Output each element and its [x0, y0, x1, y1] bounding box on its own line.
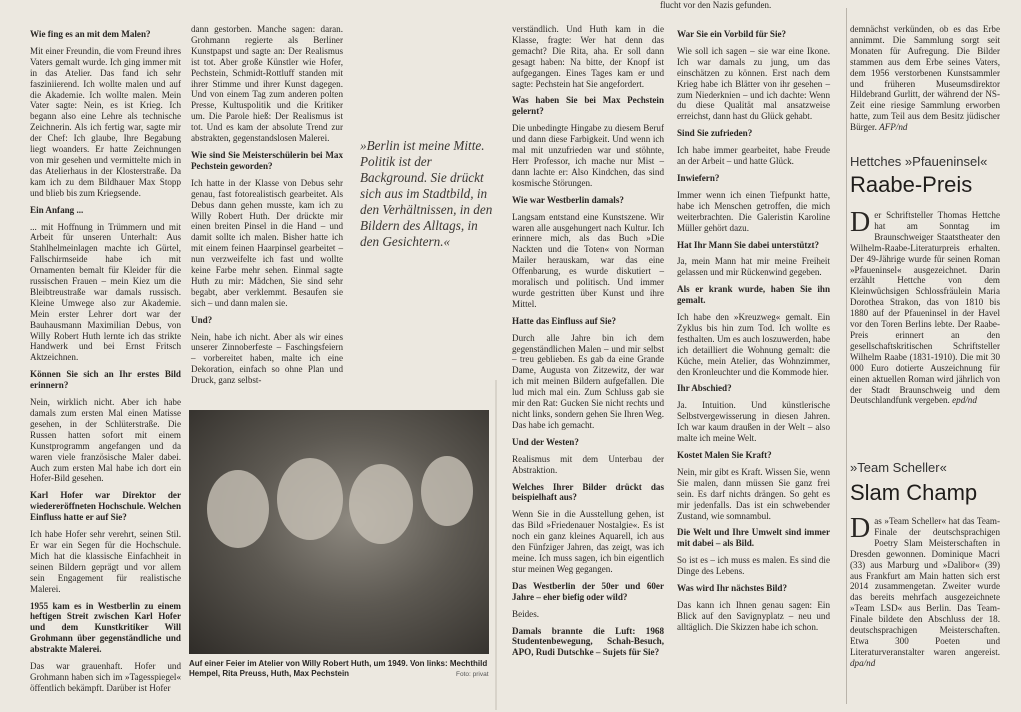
- interview-question: Damals brannte die Luft: 1968 Studentenbewegung, Schah-Besuch, APO, Rudi Dutschke – Sujets für Sie?: [512, 625, 664, 658]
- interview-question: Als er krank wurde, haben Sie ihn gemalt.: [677, 284, 830, 306]
- interview-question: Wie war Westberlin damals?: [512, 194, 624, 205]
- story2-signature: dpa/nd: [850, 657, 876, 668]
- interview-answer: Ich hatte in der Klasse von Debus sehr genau, fast fotorealistisch gearbeitet. Als Debus dann gehen musste, kam ich zu Willy Robert Huth. Der drückte mir einen breiten Pinsel in die Hand – und damit sollte ich malen. Bisher hatte ich mit einem feinen Haarpinsel gearbeitet – nun verzweifelte ich fast und wollte keine Farbe mehr sehen. Einmal sagte Huth zu mir: Mädchen, Sie sind sehr begabt, aber verklemmt. Besaufen sie sich – und dann malen sie.: [191, 177, 343, 308]
- interview-answer: Wie soll ich sagen – sie war eine Ikone. Ich war damals zu jung, um das einschätzen zu können. Erst nach dem Krieg habe ich Blätter von ihr gesehen – zum Niederknien – und ich dachte: Wenn du diese Qualität mal ansatzweise erreichst, dann hast du Glück gehabt.: [677, 45, 830, 122]
- interview-answer: Ja, mein Mann hat mir meine Freiheit gelassen und mir Rückenwind gegeben.: [677, 256, 830, 278]
- interview-question: Wie fing es an mit dem Malen?: [30, 29, 151, 39]
- interview-question: Inwiefern?: [677, 172, 720, 183]
- top-fragment: flucht vor den Nazis gefunden.: [660, 0, 772, 10]
- interview-question: Sind Sie zufrieden?: [677, 128, 753, 139]
- interview-answer: Nein, wirklich nicht. Aber ich habe damals zum ersten Mal einen Matisse gesehen, in der Schlüterstraße. Die Russen hatten sofort mit einem Kunstprogramm angefangen und da waren viele französische Maler dabei. Auch zum ersten Mal habe ich dort ein Hofer-Bild gesehen.: [30, 397, 181, 484]
- interview-answer: Beides.: [512, 608, 540, 619]
- interview-answer: Das kann ich Ihnen genau sagen: Ein Blick auf den Savignyplatz – neu und alltäglich. Die Skizzen habe ich schon.: [677, 599, 830, 632]
- story2-headline: Slam Champ: [850, 480, 978, 505]
- interview-answer: Realismus mit dem Unterbau der Abstraktion.: [512, 453, 664, 475]
- interview-question: Kostet Malen Sie Kraft?: [677, 450, 772, 460]
- interview-answer: Ich habe den »Kreuzweg« gemalt. Ein Zyklus bis hin zum Tod. Ich wollte es festhalten. Um es auch loszuwerden, habe ich detailliert die Wohnung gemalt: die Küche, mein Atelier, das Wohnzimmer, den Kronleuchter und die Kommode hier.: [677, 312, 830, 377]
- interview-answer: So ist es – ich muss es malen. Es sind die Dinge des Lebens.: [677, 555, 830, 577]
- archive-photo: [189, 410, 489, 654]
- interview-answer: ... mit Hoffnung in Trümmern und mit Arbeit für unseren Unterhalt: Aus Stahlhelmeinlagen machte ich Gürtel, Fallschirmseide habe ich mit Ornamenten bemalt für Kleider für die russischen Frauen – mein Kiez um die Bleibtreustraße war damals russisch. Kleine Umwege also zur Akademie. Mein erster Lehrer dort war der Bauhausmann Maximilian Debus, von Willy Robert Huth lernte ich das strikte Handwerk und bei Ernst Fritsch Aktzeichnen.: [30, 221, 181, 363]
- interview-question: Welches Ihrer Bilder drückt das beispielhaft aus?: [512, 481, 664, 503]
- interview-question: Das Westberlin der 50er und 60er Jahre – eher biefig oder wild?: [512, 580, 664, 602]
- story2-dropcap: D: [850, 513, 871, 544]
- story1-signature: epd/nd: [952, 395, 977, 406]
- intro-text: demnächst verkünden, ob es das Erbe annimmt. Die Sammlung sorgt seit Monaten für Aufregung. Die Bilder stammen aus dem Erbe seines Vaters, dem 1956 verstorbenen Kunstsammler und früheren Museumsdirektor Hildebrand Gurlitt, der während der NS-Zeit eine riesige Sammlung erworben hatte, zum Teil aus dem Besitz jüdischer Bürger.: [850, 24, 1000, 133]
- story1-headline: Raabe-Preis: [850, 172, 973, 197]
- interview-answer: Mit einer Freundin, die vom Freund ihres Vaters gemalt wurde. Ich ging immer mit in das Atelier. Das fand ich sehr fasziniierend. Ich wollte malen und auf die Akademie. Ich wollte malen. Mein Vater sagte: Nein, es ist Krieg. Ich begann also eine Lehre als technische Zeichnerin. Als ich fertig war, sagte mir der Chef: Ich glaube, Ihre Begabung liegt woanders. Er hatte Zeichnungen von mir gesehen und vermittelte mich in das Atelierhaus in der Klosterstraße. Da kam ich zu dem Bildhauer Max Stopp und blieb bis zum Kriegsende.: [30, 45, 181, 198]
- person-figure: [277, 458, 343, 540]
- interview-answer: Das war grauenhaft. Hofer und Grohmann haben sich im »Tagesspiegel« öffentlich bekämpft. Darüber ist Hofer: [30, 661, 181, 693]
- story2-body: [850, 513, 1000, 675]
- interview-question: Ihr Abschied?: [677, 383, 732, 394]
- intro-signature: AFP/nd: [879, 122, 908, 133]
- interview-question: Hatte das Einfluss auf Sie?: [512, 315, 617, 326]
- story2-kicker: »Team Scheller«: [850, 460, 947, 475]
- column-3: [512, 24, 664, 664]
- story1-body: [850, 207, 1000, 412]
- story1-kicker: Hettches »Pfaueninsel«: [850, 154, 988, 169]
- column-5: [850, 24, 1000, 139]
- interview-answer: Wenn Sie in die Ausstellung gehen, ist das Bild »Friedenauer Nostalgie«. Es ist noch ein ganz kleines Aquarell, ich aus den Fünfziger Jahren, das zeigt, was ich meine. Ich muss sagen, ich bin eigentlich stur meinen Weg gegangen.: [512, 509, 664, 574]
- interview-question: Hat Ihr Mann Sie dabei unterstützt?: [677, 239, 820, 250]
- interview-answer: Langsam entstand eine Kunstszene. Wir waren alle ausgehungert nach Kultur. Ich erinnere mich, als das Buch »Die Nackten und die Toten« von Norman Mailer herauskam, war das eine Offenbarung, es wurde diskutiert – moralisch und politisch. Und immer wurde gestritten über Kunst und ihre Mittel.: [512, 211, 664, 309]
- interview-question: Karl Hofer war Direktor der wiedereröffneten Hochschule. Welchen Einfluss hatte er auf Sie?: [30, 490, 181, 523]
- interview-answer: Durch alle Jahre bin ich dem gegenständlichen Malen – und mir selbst – treu geblieben. Es gab da eine Grande Dame, Augusta von Zitzewitz, der war ich mit meinen Bildern aufgefallen. Die lud mich mal ein. Zum Schluss gab sie mir den Rat: Gucken Sie nicht rechts und nicht links, sondern gehen Sie Ihren Weg. Das habe ich gemacht.: [512, 332, 664, 430]
- person-figure: [207, 470, 269, 548]
- interview-answer: verständlich. Und Huth kam in die Klasse, fragte: Wer hat denn das gemacht? Die Rita, aha. Er soll dann gesagt haben: Na bitte, der Knopf ist aufgegangen. Eines Tages kam er und sagte: Pechstein hat Sie angefordert.: [512, 24, 664, 89]
- interview-answer: dann gestorben. Manche sagen: daran. Grohmann regierte als Berliner Kunstpapst und sagte an: Der Realismus ist tot. Aber große Künstler wie Hofer, Pechstein, Schmidt-Rottluff standen mit ihrer Stimme und ihrer Kunst dagegen. Und von einem Tag zum anderen polten Presse, Kultuspolitik und die Kritiker um. Die Parole hieß: Der Realismus ist tot. Und es kam der absolute Trend zur abstrakten, gegenstandslosen Malerei.: [191, 24, 343, 144]
- column-divider: [846, 8, 847, 704]
- pull-quote: »Berlin ist meine Mitte. Politik ist der Background. Sie drückt sich aus im Stadtbild, in den Verhältnissen, in den Bildern des Alltags, in den Gesichtern.«: [360, 138, 493, 249]
- interview-question: Und der Westen?: [512, 436, 579, 447]
- column-1: [30, 24, 181, 700]
- person-figure: [421, 456, 473, 526]
- interview-answer: Nein, mir gibt es Kraft. Wissen Sie, wenn Sie malen, dann müssen Sie ganz frei sein. Es darf nichts drängen. So geht es mir jedenfalls. Das ist ein schwebender Zustand, wie somnambul.: [677, 466, 830, 521]
- person-figure: [349, 464, 413, 544]
- interview-question: Und?: [191, 314, 213, 325]
- interview-question: War Sie ein Vorbild für Sie?: [677, 29, 787, 39]
- interview-question: Wie sind Sie Meisterschülerin bei Max Pechstein geworden?: [191, 149, 343, 171]
- interview-question: Die Welt und Ihre Umwelt sind immer mit dabei – als Bild.: [677, 527, 830, 549]
- interview-answer: Ja. Intuition. Und künstlerische Selbstvergewisserung in diesen Jahren. Ich war kaum draußen in der Welt – also malte ich meine Welt.: [677, 400, 830, 444]
- interview-answer: Ich habe immer gearbeitet, habe Freude an der Arbeit – und hatte Glück.: [677, 145, 830, 167]
- interview-answer: Die unbedingte Hingabe zu diesem Beruf und dann diese Farbigkeit. Und wenn ich mal mit unzufrieden war und stöhnte, Herr Professor, ich mache nur Mist – dann lachte er: Also Kindchen, das sind kosmische Störungen.: [512, 123, 664, 188]
- story1-text: er Schriftsteller Thomas Hettche hat am Sonntag im Braunschweiger Staatstheater den Wilhelm-Raabe-Literaturpreis erhalten. Der 49-Jährige wurde für seinen Roman »Pfaueninsel« ausgezeichnet. Darin erzählt Hettche von dem Kleinwüchsigen Schlossfräulein Maria Dorothea Strakon, das von 1810 bis 1880 auf der Pfaueninsel in der Havel vor den Toren Berlins lebte. Der Raabe-Preis erinnert an den gesellschaftskritischen Schriftsteller Wilhelm Raabe (1831-1910). Die mit 30 000 Euro dotierte Auszeichnung für einen aktuellen Roman wird jährlich von der Stadt Braunschweig und dem Deutschlandfunk vergeben.: [850, 210, 1000, 406]
- photo-caption: Auf einer Feier im Atelier von Willy Robert Huth, um 1949. Von links: Mechthild Hempel, Rita Preuss, Huth, Max Pechstein: [189, 659, 488, 678]
- interview-answer: Ich habe Hofer sehr verehrt, seinen Stil. Er war ein Segen für die Hochschule. Mich hat die klassische Einfachheit in seinen Bildern geprägt und vor allem sein Engagement für realistische Malerei.: [30, 529, 181, 594]
- column-2: [191, 24, 343, 392]
- story2-text: as »Team Scheller« hat das Team-Finale der deutschsprachigen Poetry Slam Meisterschaften in Dresden gewonnen. Dominique Macri (33) aus Marburg und »Dalibor« (39) aus Frankfurt am Main hatten sich erst 2014 zusammengetan. Zweiter wurde das bereits mehrfach ausgezeichnete »Team LSD« aus Berlin. Das Team-Finale bildete den Abschluss der 18. deutschsprachigen Meisterschaften. Etwa 300 Poeten und Literaturveranstalter waren angereist.: [850, 516, 1000, 657]
- interview-question: Was wird Ihr nächstes Bild?: [677, 583, 787, 594]
- interview-answer: Immer wenn ich einen Tiefpunkt hatte, habe ich Menschen getroffen, die mich weiterbrachten. Die Galeristin Karoline Müller gehört dazu.: [677, 189, 830, 233]
- photo-credit: Foto: privat: [456, 671, 489, 678]
- interview-question: 1955 kam es in Westberlin zu einem heftigen Streit zwischen Karl Hofer und dem Kunstkritiker Will Grohmann über gegenständliche und abstrakte Malerei.: [30, 600, 181, 655]
- interview-answer: Nein, habe ich nicht. Aber als wir eines unserer Zinnoberfeste – Faschingsfeiern – vorbereitet haben, malte ich eine Dekoration, einfach so ohne Plan und Druck, ganz selbst-: [191, 331, 343, 386]
- story1-dropcap: D: [850, 207, 871, 238]
- interview-question: Was haben Sie bei Max Pechstein gelernt?: [512, 95, 664, 117]
- interview-question: Können Sie sich an Ihr erstes Bild erinnern?: [30, 369, 181, 391]
- paper-fold: [495, 380, 497, 710]
- interview-question: Ein Anfang ...: [30, 204, 84, 215]
- column-4: [677, 24, 830, 639]
